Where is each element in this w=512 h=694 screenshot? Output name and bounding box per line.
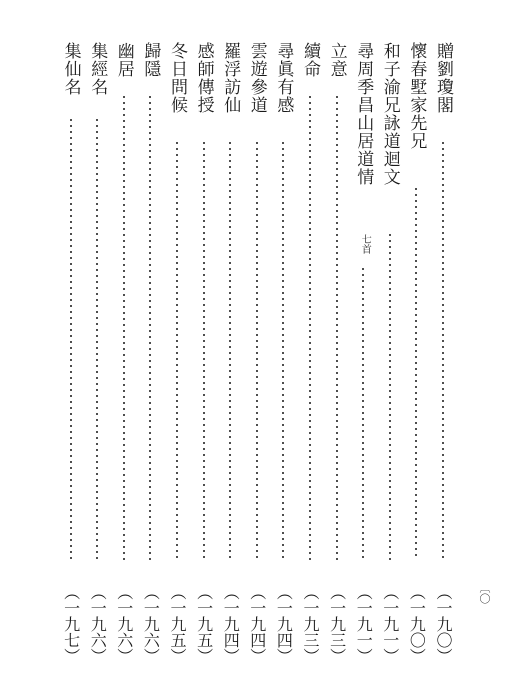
toc-entry-page-number: （一九一） [354,584,374,664]
toc-entry-title: 感師傳授 [193,42,214,114]
toc-entry-title: 懷春墅家先兄 [406,42,427,150]
dot-leader [282,140,284,560]
dot-leader [203,140,205,560]
toc-entry-page-number: （一九五） [194,584,214,664]
toc-entry-note: 七首 [359,234,371,254]
dot-leader [336,94,338,560]
toc-entry [432,42,454,664]
toc-entry-page-number: （一九七） [61,584,81,664]
dot-leader [256,140,258,560]
toc-entry-page-number: （一九三） [301,584,320,664]
toc-entry-title: 雲遊參道 [246,42,267,114]
toc-entry-title: 和子渝兄詠道迴文 [379,42,400,186]
toc-entry [272,42,294,664]
toc-entry-page-number: （一九四） [274,584,294,664]
dot-leader [442,140,444,560]
page-folio: 〔〇 [478,582,491,604]
toc-entry-page-number: （一九五） [168,584,187,664]
toc-entry-title: 贈劉瓊閣 [433,42,453,114]
toc-entry [405,42,427,664]
toc-entry [139,42,161,664]
dot-leader [96,117,98,560]
toc-entry-title: 幽居 [113,42,134,78]
toc-entry [352,42,374,664]
toc-entry-page-number: （一九四） [221,584,241,664]
toc-entry-page-number: （一九三） [327,584,347,664]
toc-entry-page-number: （一九〇） [434,584,453,664]
dot-leader [70,117,72,560]
toc-entry-page-number: （一九四） [247,584,267,664]
toc-entry-page-number: （一九六） [141,584,161,664]
toc-entry-title: 尋周季昌山居道情 [353,42,374,186]
dot-leader [229,140,231,560]
toc-entry-title: 歸隱 [140,42,161,78]
toc-entry [60,42,82,664]
toc-entry-page-number: （一九六） [88,584,108,664]
toc-entry [193,42,215,664]
dot-leader [362,266,364,560]
toc-entry [246,42,268,664]
toc-entry-title: 羅浮訪仙 [220,42,241,114]
toc-entry-title: 續命 [300,42,320,78]
toc-entry [299,42,321,664]
toc-entry [379,42,401,664]
toc-entry-title: 尋眞有感 [273,42,294,114]
toc-entry-title: 冬日問候 [167,42,187,114]
toc-entry-page-number: （一九〇） [407,584,427,664]
dot-leader [149,94,151,560]
dot-leader [176,140,178,560]
toc-entry [113,42,135,664]
dot-leader [123,94,125,560]
toc-entry [86,42,108,664]
toc-entry-title: 集經名 [87,42,108,96]
toc-entry-page-number: （一九一） [380,584,400,664]
dot-leader [415,186,417,560]
dot-leader [309,94,311,560]
toc-entry [219,42,241,664]
toc-entry-page-number: （一九六） [114,584,134,664]
toc-entry [326,42,348,664]
toc-entry [166,42,188,664]
dot-leader [389,232,391,560]
toc-entry-title: 集仙名 [60,42,81,96]
toc-entry-title: 立意 [326,42,347,78]
